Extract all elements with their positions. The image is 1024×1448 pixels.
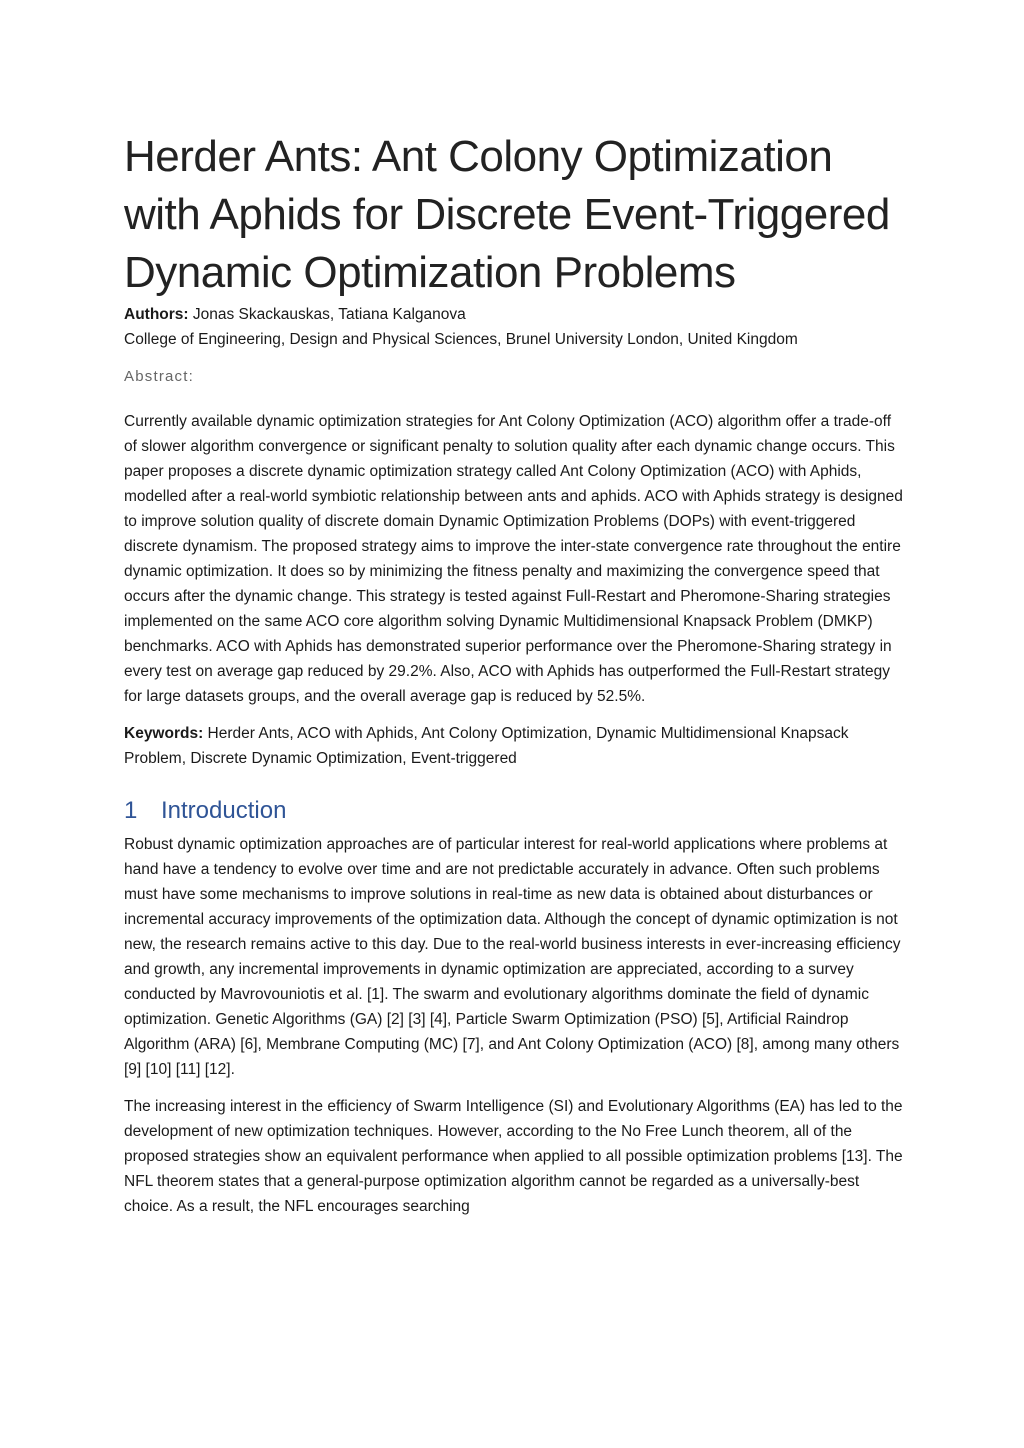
section-title: Introduction [161, 797, 287, 824]
paper-page [124, 128, 904, 1231]
section-number: 1 [124, 797, 138, 824]
affiliation: College of Engineering, Design and Physical Sciences, Brunel University London, United Kingdom [124, 331, 798, 348]
keywords-list: Herder Ants, ACO with Aphids, Ant Colony Optimization, Dynamic Multidimensional Knapsack Problem, Discrete Dynamic Optimization, Event-triggered [124, 725, 849, 767]
authors-label: Authors: [124, 306, 189, 323]
keywords-label: Keywords: [124, 725, 204, 742]
abstract-heading: Abstract: [124, 368, 194, 385]
keywords-line [124, 721, 904, 771]
paper-title: Herder Ants: Ant Colony Optimization with Aphids for Discrete Event-Triggered Dynamic Optimization Problems [124, 132, 890, 297]
authors-names: Jonas Skackauskas, Tatiana Kalganova [188, 306, 466, 323]
abstract-text: Currently available dynamic optimization strategies for Ant Colony Optimization (ACO) algorithm offer a trade-off of slower algorithm convergence or significant penalty to solution quality after each dynamic change occurs. This paper proposes a discrete dynamic optimization strategy called Ant Colony Optimization (ACO) with Aphids, modelled after a real-world symbiotic relationship between ants and aphids. ACO with Aphids strategy is designed to improve solution quality of discrete domain Dynamic Optimization Problems (DOPs) with event-triggered discrete dynamism. The proposed strategy aims to improve the inter-state convergence rate throughout the entire dynamic optimization. It does so by minimizing the fitness penalty and maximizing the convergence speed that occurs after the dynamic change. This strategy is tested against Full-Restart and Pheromone-Sharing strategies implemented on the same ACO core algorithm solving Dynamic Multidimensional Knapsack Problem (DMKP) benchmarks. ACO with Aphids has demonstrated superior performance over the Pheromone-Sharing strategy in every test on average gap reduced by 29.2%. Also, ACO with Aphids has outperformed the Full-Restart strategy for large datasets groups, and the overall average gap is reduced by 52.5%. [124, 413, 903, 705]
intro-paragraph-1: Robust dynamic optimization approaches are of particular interest for real-world applications where problems at hand have a tendency to evolve over time and are not predictable accurately in advance. Often such problems must have some mechanisms to improve solutions in real-time as new data is obtained about disturbances or incremental accuracy improvements of the optimization data. Although the concept of dynamic optimization is not new, the research remains active to this day. Due to the real-world business interests in ever-increasing efficiency and growth, any incremental improvements in dynamic optimization are appreciated, according to a survey conducted by Mavrovouniotis et al. [1]. The swarm and evolutionary algorithms dominate the field of dynamic optimization. Genetic Algorithms (GA) [2] [3] [4], Particle Swarm Optimization (PSO) [5], Artificial Raindrop Algorithm (ARA) [6], Membrane Computing (MC) [7], and Ant Colony Optimization (ACO) [8], among many others [9] [10] [11] [12]. [124, 836, 901, 1078]
intro-paragraph-2: The increasing interest in the efficiency of Swarm Intelligence (SI) and Evolutionary Algorithms (EA) has led to the development of new optimization techniques. However, according to the No Free Lunch theorem, all of the proposed strategies show an equivalent performance when applied to all possible optimization problems [13]. The NFL theorem states that a general-purpose optimization algorithm cannot be regarded as a universally-best choice. As a result, the NFL encourages searching [124, 1098, 903, 1215]
authors-line [124, 302, 904, 327]
section-heading-introduction [124, 794, 904, 828]
